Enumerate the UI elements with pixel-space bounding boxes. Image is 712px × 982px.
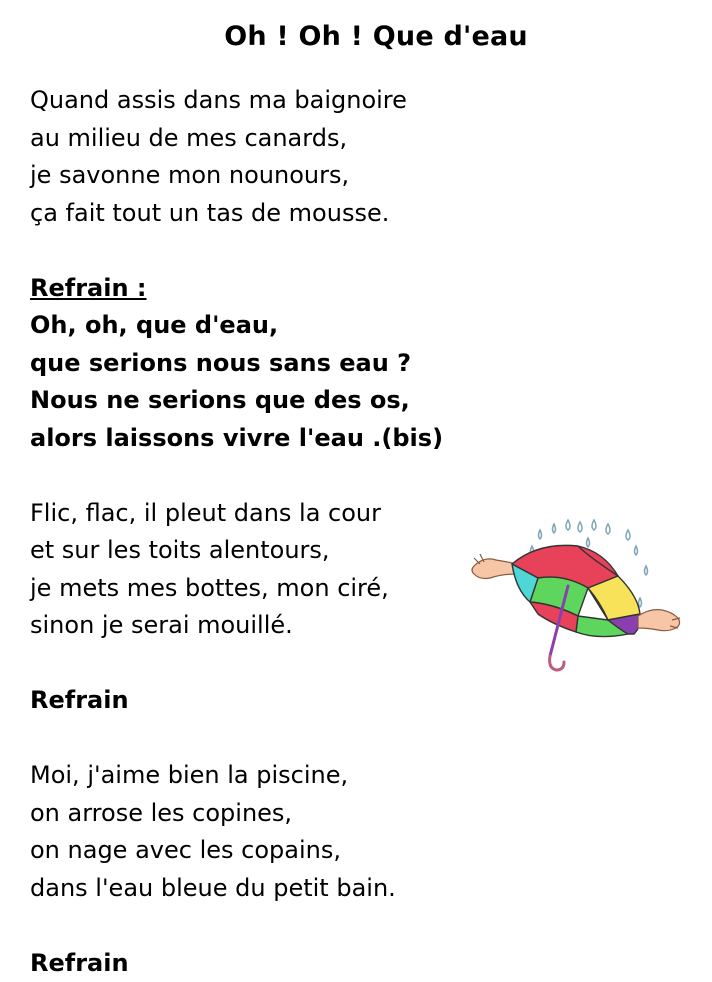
stanza-3-line-1: Moi, j'aime bien la piscine,: [30, 757, 470, 795]
stanza-3-line-2: on arrose les copines,: [30, 795, 470, 833]
stanza-3-line-3: on nage avec les copains,: [30, 832, 470, 870]
stanza-gap: [30, 232, 470, 270]
stanza-2-line-1: Flic, flac, il pleut dans la cour: [30, 495, 470, 533]
stanza-3-line-4: dans l'eau bleue du petit bain.: [30, 870, 470, 908]
stanza-2-line-3: je mets mes bottes, mon ciré,: [30, 570, 470, 608]
stanza-1-line-1: Quand assis dans ma baignoire: [30, 82, 470, 120]
stanza-3: [30, 757, 470, 907]
stanza-1-line-3: je savonne mon nounours,: [30, 157, 470, 195]
stanza-gap: [30, 907, 470, 945]
stanza-gap: [30, 720, 470, 758]
right-hand-icon: [638, 610, 680, 631]
refrain-marker-2: Refrain: [30, 945, 470, 982]
stanza-1-line-2: au milieu de mes canards,: [30, 120, 470, 158]
left-hand-icon: [472, 554, 518, 579]
refrain-line-2: que serions nous sans eau ?: [30, 345, 470, 383]
stanza-1: [30, 82, 470, 232]
umbrella-rain-icon: [468, 516, 688, 686]
poem-body: [30, 82, 470, 982]
refrain-line-4: alors laissons vivre l'eau .(bis): [30, 420, 470, 458]
refrain-line-3: Nous ne serions que des os,: [30, 382, 470, 420]
stanza-2-line-4: sinon je serai mouillé.: [30, 607, 470, 645]
stanza-2: [30, 495, 470, 645]
refrain-heading: Refrain :: [30, 270, 470, 308]
stanza-gap: [30, 457, 470, 495]
refrain-marker-1: Refrain: [30, 682, 470, 720]
refrain: [30, 270, 470, 458]
refrain-line-1: Oh, oh, que d'eau,: [30, 307, 470, 345]
stanza-1-line-4: ça fait tout un tas de mousse.: [30, 195, 470, 233]
umbrella-canopy: [512, 545, 640, 636]
poem-title: Oh ! Oh ! Que d'eau: [0, 18, 712, 56]
stanza-gap: [30, 645, 470, 683]
stanza-2-line-2: et sur les toits alentours,: [30, 532, 470, 570]
